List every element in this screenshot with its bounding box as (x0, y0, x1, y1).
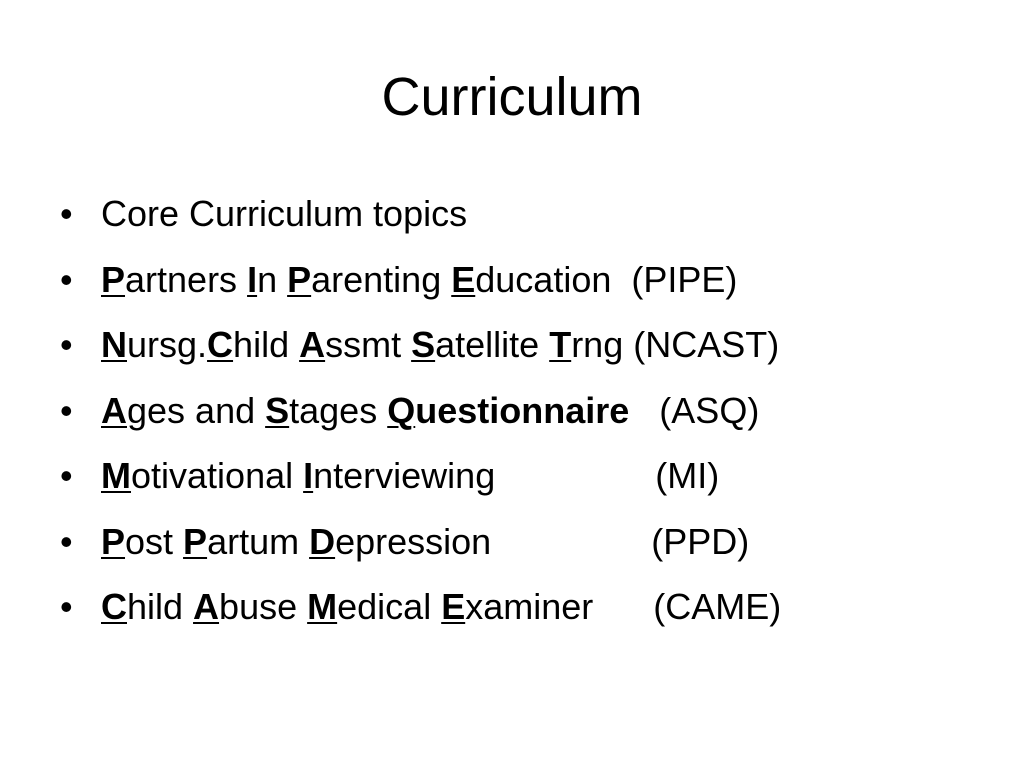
bullet-text: ges and (127, 389, 266, 431)
acronym-letter: P (183, 520, 208, 562)
bullet-text: arenting (311, 258, 452, 300)
bullet-text: Core Curriculum topics (101, 193, 468, 234)
bullet-text: xaminer (CAME) (465, 586, 782, 627)
bullet-text: ost (125, 520, 184, 562)
slide-title: Curriculum (381, 67, 643, 127)
acronym-letter: A (101, 389, 127, 431)
bullet-text: atellite (435, 324, 550, 365)
acronym-letter: P (101, 258, 126, 300)
bullet-text: tages (289, 389, 388, 431)
bullet-text: n (257, 258, 288, 300)
bullet-text: uestionnaire (415, 389, 630, 431)
bullet-text: ducation (PIPE) (475, 258, 738, 300)
bullet-text: artners (125, 258, 248, 300)
bullet-text: hild (233, 324, 300, 365)
bullet-text: epression (PPD) (335, 520, 750, 562)
bullet-text: ursg. (127, 324, 208, 365)
bullet-text: artum (207, 520, 310, 562)
bullet-dot-icon: • (60, 455, 73, 496)
acronym-letter: E (441, 586, 466, 627)
acronym-letter: A (193, 586, 220, 627)
acronym-letter: Q (387, 389, 416, 431)
bullet-text: ssmt (325, 324, 412, 365)
acronym-letter: E (451, 258, 476, 300)
bullet-dot-icon: • (60, 586, 73, 627)
bullet-text: buse (219, 586, 308, 627)
acronym-letter: C (101, 586, 127, 627)
acronym-letter: P (287, 258, 312, 300)
bullet-text: nterviewing (MI) (313, 455, 720, 496)
acronym-letter: D (309, 520, 336, 562)
acronym-letter: S (265, 389, 290, 431)
bullet-item (60, 579, 781, 645)
acronym-letter: I (247, 258, 258, 300)
acronym-letter: M (307, 586, 338, 627)
bullet-list (60, 186, 781, 645)
acronym-letter: P (101, 520, 126, 562)
bullet-dot-icon: • (60, 258, 73, 300)
acronym-letter: I (303, 455, 314, 496)
acronym-letter: A (299, 324, 326, 365)
bullet-text: (ASQ) (629, 389, 760, 431)
bullet-item (60, 186, 781, 252)
bullet-text: edical (337, 586, 442, 627)
bullet-item (60, 514, 781, 580)
bullet-dot-icon: • (60, 324, 73, 365)
bullet-item (60, 448, 781, 514)
bullet-dot-icon: • (60, 193, 73, 234)
acronym-letter: C (207, 324, 234, 365)
acronym-letter: N (101, 324, 127, 365)
acronym-letter: T (549, 324, 572, 365)
acronym-letter: S (411, 324, 436, 365)
bullet-dot-icon: • (60, 520, 73, 562)
bullet-text: rng (NCAST) (571, 324, 780, 365)
bullet-text: otivational (131, 455, 304, 496)
bullet-dot-icon: • (60, 389, 73, 431)
bullet-item (60, 252, 781, 318)
bullet-text: hild (127, 586, 194, 627)
acronym-letter: M (101, 455, 131, 496)
bullet-item (60, 317, 781, 383)
bullet-item (60, 383, 781, 449)
